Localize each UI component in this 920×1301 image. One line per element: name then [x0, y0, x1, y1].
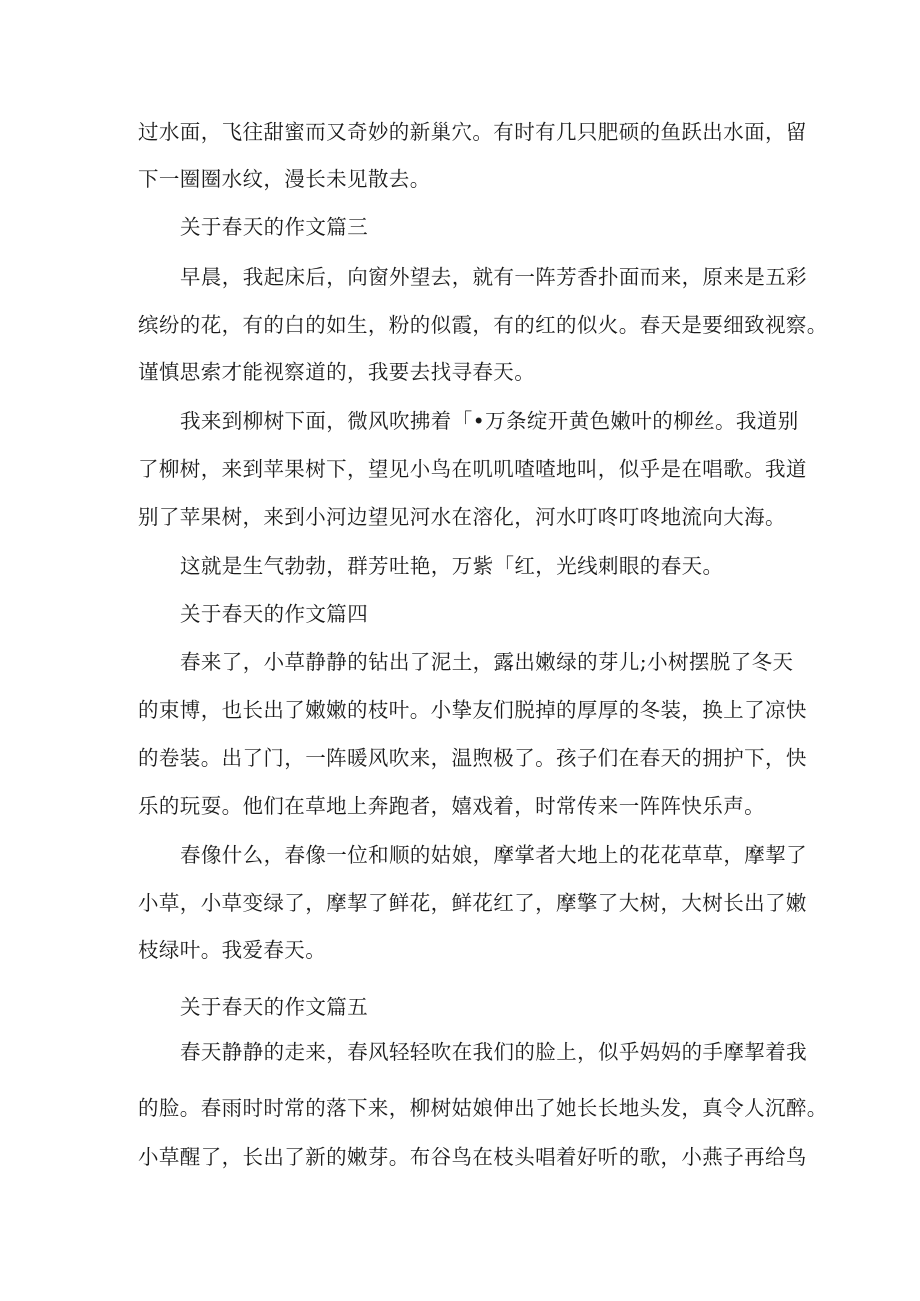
text-line: 缤纷的花，有的白的如生，粉的似霞，有的红的似火。春天是要细致视察。 — [138, 313, 828, 337]
text-line: 下一圈圈水纹，漫长未见散去。 — [138, 167, 431, 191]
text-line: 春天静静的走来，春风轻轻吹在我们的脸上，似乎妈妈的手摩挈着我 — [180, 1040, 807, 1064]
text-line: 春来了，小草静静的钻出了泥土，露出嫩绿的芽儿;小树摆脱了冬天 — [180, 650, 794, 674]
text-line: 乐的玩耍。他们在草地上奔跑者，嬉戏着，时常传来一阵阵快乐声。 — [138, 794, 765, 818]
text-line: 的束博，也长出了嫩嫩的枝叶。小挚友们脱掉的厚厚的冬装，换上了凉快 — [138, 698, 807, 722]
text-line: 谨慎思索才能视察道的，我要去找寻春天。 — [138, 360, 536, 384]
text-line: 我来到柳树下面，微风吹拂着「•万条绽开黄色嫩叶的柳丝。我道别 — [180, 409, 799, 433]
section-heading: 关于春天的作文篇三 — [180, 215, 369, 239]
text-line: 春像什么，春像一位和顺的姑娘，摩掌者大地上的花花草草，摩挈了 — [180, 843, 807, 867]
text-line: 的卷装。出了门，一阵暖风吹来，温煦极了。孩子们在春天的拥护下，快 — [138, 746, 807, 770]
text-line: 小草，小草变绿了，摩挈了鲜花，鲜花红了，摩擎了大树，大树长出了嫩 — [138, 891, 807, 915]
text-line: 枝绿叶。我爱春天。 — [138, 938, 327, 962]
text-line: 过水面，飞往甜蜜而又奇妙的新巢穴。有时有几只肥硕的鱼跃出水面，留 — [138, 120, 807, 144]
section-heading: 关于春天的作文篇五 — [180, 995, 369, 1019]
text-line: 这就是生气勃勃，群芳吐艳，万紫「红，光线刺眼的春天。 — [180, 554, 724, 578]
text-line: 的脸。春雨时时常的落下来，柳树姑娘伸出了她长长地头发，真令人沉醉。 — [138, 1096, 828, 1120]
text-line: 了柳树，来到苹果树下，望见小鸟在叽叽喳喳地叫，似乎是在唱歌。我道 — [138, 457, 807, 481]
section-heading: 关于春天的作文篇四 — [180, 602, 369, 626]
text-line: 小草醒了，长出了新的嫩芽。布谷鸟在枝头唱着好听的歌，小燕子再给鸟 — [138, 1145, 807, 1169]
text-line: 别了苹果树，来到小河边望见河水在溶化，河水叮咚叮咚地流向大海。 — [138, 505, 786, 529]
text-line: 早晨，我起床后，向窗外望去，就有一阵芳香扑面而来，原来是五彩 — [180, 265, 807, 289]
